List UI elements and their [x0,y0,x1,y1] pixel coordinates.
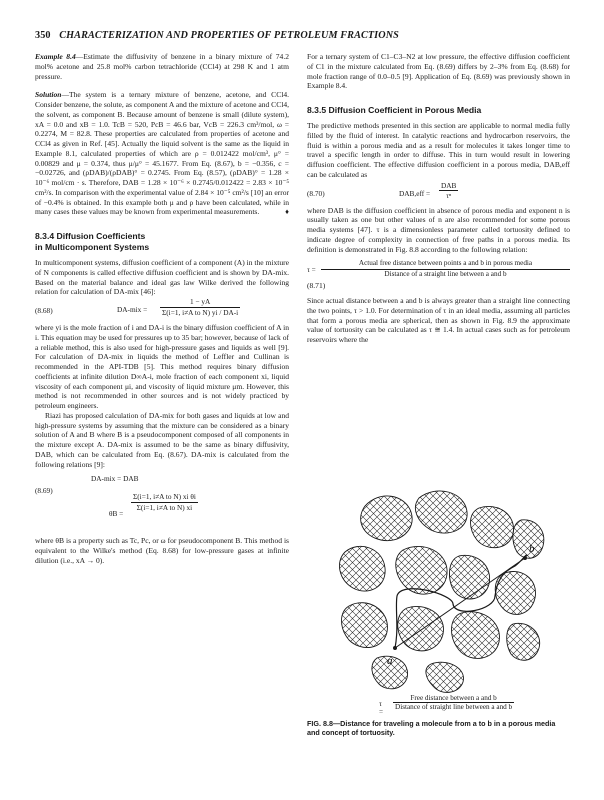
solution [35,90,289,217]
section-title-line-1: 8.3.4 Diffusion Coefficients [35,231,146,241]
equation-fraction [321,259,570,280]
grain [339,546,385,591]
grain [449,555,489,599]
section-title-line-2: in Multicomponent Systems [35,242,150,252]
equation-line-1: DA-mix = DAB [91,474,139,484]
after-equation-8-70: where DAB is the diffusion coefficient in absence of porous media and exponent n is usually taken as one but other values of n are also recommended for some porous media systems [47]. τ is a dimensionless parameter called tortuosity defined to indicate degree of complexity in connection of free paths in a porous media. Its definition is demonstrated in Fig. 8.8 according to the following relation: [307,205,570,254]
equation-numerator: 1 − yA [160,297,240,308]
grain [398,606,444,650]
grain [471,506,514,547]
figure-8-8 [307,468,570,716]
running-title: CHARACTERIZATION AND PROPERTIES OF PETROLEUM FRACTIONS [59,30,399,41]
equation-number: (8.69) [35,486,53,496]
equation-8-68 [35,297,289,323]
section-title-8-3-5: 8.3.5 Diffusion Coefficient in Porous Media [307,105,482,115]
equation-fraction [439,181,458,202]
equation-numerator: Actual free distance between points a and b in porous media [321,259,570,270]
theta-lhs: θB = [109,509,124,519]
page-number: 350 [35,30,51,41]
equation-denominator: τⁿ [446,191,452,201]
equation-denominator: Σ(i=1, i≠A to N) yi / DA-i [162,307,239,317]
figure-fraction [393,694,514,711]
grain [426,662,464,692]
equation-numerator: Σ(i=1, i≠A to N) xi θi [133,492,196,502]
label-a: a [387,655,393,667]
point-b [523,556,527,560]
equation-lhs: DAB,eff = [399,188,431,198]
porous-paragraph: The predictive methods presented in this section are applicable to normal media fully filled by the fluid of interest. In catalytic reactions and hydrocarbon reservoirs, the fluid is within a porous media and as a result for molecules it takes longer time to travel a specific length in order to diffuse. This in turn would result in lowering diffusion coefficient. The effective diffusion coefficient in a porous media, DAB,eff can be calculated as [307,121,570,179]
example-8-4 [35,52,289,81]
after-equation-8-69: where θB is a property such as Tc, Pc, or ω for pseudocomponent B. This method is equivalent to the Wilke's method (Eq. 8.68) for low-pressure gases at infinite dilution (i.e., xA → 0). [35,536,289,565]
grain [452,612,500,659]
right-column [307,52,570,345]
equation-lhs: DA-mix = [117,305,148,314]
grain [342,603,388,648]
example-label: Example 8.4 [35,52,76,61]
equation-denominator: Distance of a straight line between a and b [384,270,507,278]
end-mark: ♦ [285,207,289,217]
figure-caption: FIG. 8.8—Distance for traveling a molecule from a to b in a porous media and concept of tortuosity. [307,719,556,737]
ternary-paragraph: For a ternary system of C1–C3–N2 at low pressure, the effective diffusion coefficient of C1 in the mixture calculated from Eq. (8.69) differs by 2–3% from Eq. (8.68) for mole fraction range of 0.0–0.5 [9]. Application of Eq. (8.69) was previously shown in Example 8.4. [307,52,570,91]
after-equation-8-71: Since actual distance between a and b is always greater than a straight line connecting the two points, τ > 1.0. For determination of τ in an ideal media, assuming all particles that form a porous media are spherical, then as shown in Fig. 8.9 the approximate value of tortuosity can be calculated as τ ≅ 1.4. In actual cases such as for petroleum reservoirs where the [307,296,570,344]
equation-8-69 [35,474,289,536]
riazi-paragraph: Riazi has proposed calculation of DA-mix for both gases and liquids at low and high-pressure systems by assuming that the mixture can be considered as a binary solution of A and B where B is a pseudocomponent composed of all components in the mixture except A. DA-mix is assumed to be the same as binary diffusivity, DAB, which can be calculated from Eq. (8.67). DA-mix is calculated from the following relations [9]: [35,410,289,469]
left-column [35,52,289,566]
solution-label: Solution [35,90,62,100]
point-a [393,646,397,650]
equation-fraction [160,297,240,318]
equation-8-71 [307,259,570,281]
figure-denominator: Distance of straight line between a and b [395,703,513,711]
tau-lhs: τ = [379,700,384,716]
grain [507,623,540,660]
grain [396,546,447,594]
grain [415,491,467,533]
equation-fraction [131,492,198,513]
equation-denominator: Σ(i=1, i≠A to N) xi [136,503,193,512]
equation-numerator: DAB [441,180,457,190]
after-equation-8-68: where yi is the mole fraction of i and DA-i is the binary diffusion coefficient of A in i. This equation may be used for pressures up to 35 bar; however, because of lack of a reliable method, this is also used for high-pressure gases and liquids as well [9]. For calculation of DA-mix in liquids the method of Leffler and Cullinan is recommended in the API-TDB [5]. This method requires binary diffusion coefficients at infinite dilution D∞A-i, mole fraction of each component xi, liquid viscosity of each component μi, and viscosity of liquid mixture μm. However, this method is not recommended in other sources and is not widely practiced by petroleum engineers. [35,323,289,410]
equation-number-8-71: (8.71) [307,281,326,291]
figure-numerator: Free distance between a and b [393,694,514,703]
running-header [35,30,569,41]
example-text: —Estimate the diffusivity of benzene in a binary mixture of 74.2 mol% acetone and 25.8 mol% carbon tetrachloride (CCl4) at 298 K and 1 atm pressure. [35,52,289,81]
tau-lhs: τ = [307,266,316,275]
grain [361,496,413,541]
solution-text: —The system is a ternary mixture of benzene, acetone, and CCl4. Consider benzene, the solute, as component A and the mixture of acetone and CCl4, the solvent, as component B. Because amount of benzene is small (dilute system), xA = 0.0 and xB = 1.0. TcB = 520, PcB = 46.6 bar, VcB = 226.3 cm³/mol, ω = 0.2274, M = 82.8. These properties are calculated from properties of acetone and CCl4 as given in Ref. [45]. Actually the liquid solvent is the same as the liquid in Example 8.1, calculated properties of which are ρ = 0.012422 mol/cm³, μ° = 0.00829 and μ = 0.374, thus μ/μ° = 45.1677. From Eq. (8.67), b = −0.356, c = −0.02726, and (ρDAB)/(ρDAB)° = 0.2745. From Eq. (8.57), (ρDAB)° = 1.28 × 10⁻⁶ mol/cm · s. Therefore, DAB = 1.28 × 10⁻⁶ × 0.2745/0.012422 = 2.83 × 10⁻⁵ cm²/s. In comparison with the experimental value of 2.84 × 10⁻⁵ cm²/s [10] an error of −0.4% is obtained. In this example both μ and ρ have been calculated, while in many cases these values may be known from experimental measurements. [35,90,289,217]
equation-8-70 [307,180,570,206]
equation-number: (8.68) [35,306,53,315]
multicomponent-paragraph: In multicomponent systems, diffusion coefficient of a component (A) in the mixture of N components is called effective diffusion coefficient and is shown by DA-mix. Based on the material balance and ideal gas law Wilke derived the following relation for calculation of DA-mix [46]: [35,258,289,297]
section-title-8-3-4 [35,231,289,253]
label-b: b [529,543,535,555]
equation-number: (8.70) [307,188,325,198]
porous-media-diagram [307,468,570,716]
